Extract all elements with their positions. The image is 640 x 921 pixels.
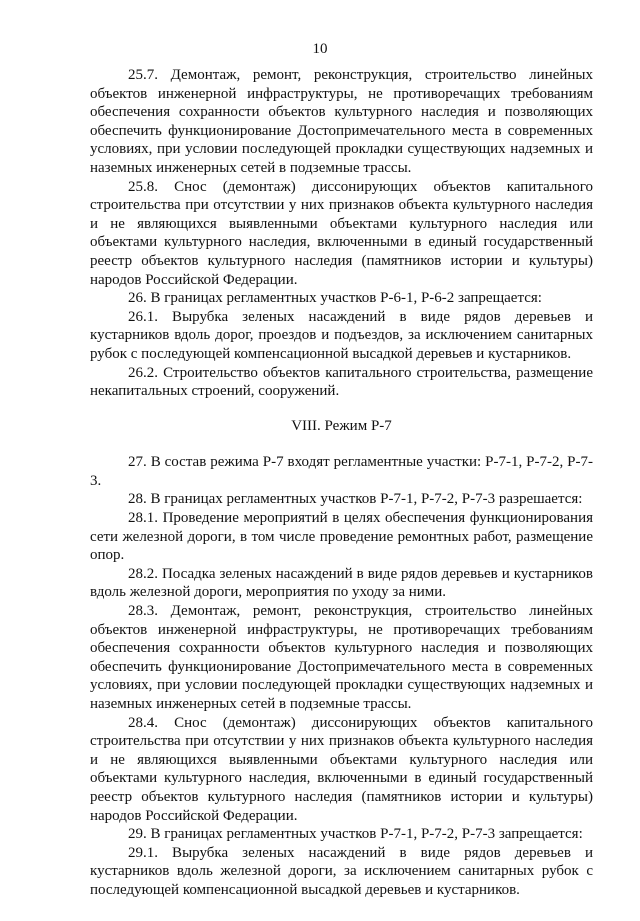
paragraph-26-2: 26.2. Строительство объектов капитального строительства, размещение некапитальных строений, сооружений. xyxy=(90,364,593,400)
paragraph-28-2: 28.2. Посадка зеленых насаждений в виде рядов деревьев и кустарников вдоль железной дороги, мероприятия по уходу за ними. xyxy=(90,565,593,601)
paragraph-29-1: 29.1. Вырубка зеленых насаждений в виде рядов деревьев и кустарников вдоль железной дороги, за исключением санитарных рубок с последующей компенсационной высадкой деревьев и кустарников. xyxy=(90,844,593,898)
section-heading: VIII. Режим Р-7 xyxy=(291,417,392,434)
paragraph-28-1: 28.1. Проведение мероприятий в целях обеспечения функционирования сети железной дороги, в том числе проведение ремонтных работ, размещение опор. xyxy=(90,510,593,564)
paragraph-29: 29. В границах регламентных участков Р-7-1, Р-7-2, Р-7-3 запрещается: xyxy=(128,826,583,843)
paragraph-25-8: 25.8. Снос (демонтаж) диссонирующих объектов капитального строительства при отсутствии у них признаков объекта культурного наследия и не являющихся выявленными объектами культурного наследия или объектами культурного наследия, включенными в единый государственный реестр объектов культурного наследия (памятников истории и культуры) народов Российской Федерации. xyxy=(90,178,593,288)
paragraph-28-4: 28.4. Снос (демонтаж) диссонирующих объектов капитального строительства при отсутствии у них признаков объекта культурного наследия и не являющихся выявленными объектами культурного наследия или объектами культурного наследия, включенными в единый государственный реестр объектов культурного наследия (памятников истории и культуры) народов Российской Федерации. xyxy=(90,714,593,824)
paragraph-26-1: 26.1. Вырубка зеленых насаждений в виде рядов деревьев и кустарников вдоль дорог, проездов и подъездов, за исключением санитарных рубок с последующей компенсационной высадкой деревьев и кустарников. xyxy=(90,308,593,362)
paragraph-26: 26. В границах регламентных участков Р-6-1, Р-6-2 запрещается: xyxy=(128,290,542,307)
document-body xyxy=(90,66,593,900)
paragraph-27: 27. В состав режима Р-7 входят регламентные участки: Р-7-1, Р-7-2, Р-7-3. xyxy=(90,454,593,489)
page-number: 10 xyxy=(312,41,328,57)
paragraph-28: 28. В границах регламентных участков Р-7-1, Р-7-2, Р-7-3 разрешается: xyxy=(128,491,583,508)
paragraph-28-3: 28.3. Демонтаж, ремонт, реконструкция, строительство линейных объектов инженерной инфраструктуры, не противоречащих требованиям обеспечения сохранности объектов культурного наследия и позволяющих обеспечить функционирование Достопримечательного места в современных условиях, при условии последующей прокладки существующих надземных и наземных инженерных сетей в подземные трассы. xyxy=(90,603,593,712)
paragraph-25-7: 25.7. Демонтаж, ремонт, реконструкция, строительство линейных объектов инженерной инфраструктуры, не противоречащих требованиям обеспечения сохранности объектов культурного наследия и позволяющих обеспечить функционирование Достопримечательного места в современных условиях, при условии последующей прокладки существующих надземных и наземных инженерных сетей в подземные трассы. xyxy=(90,67,593,176)
